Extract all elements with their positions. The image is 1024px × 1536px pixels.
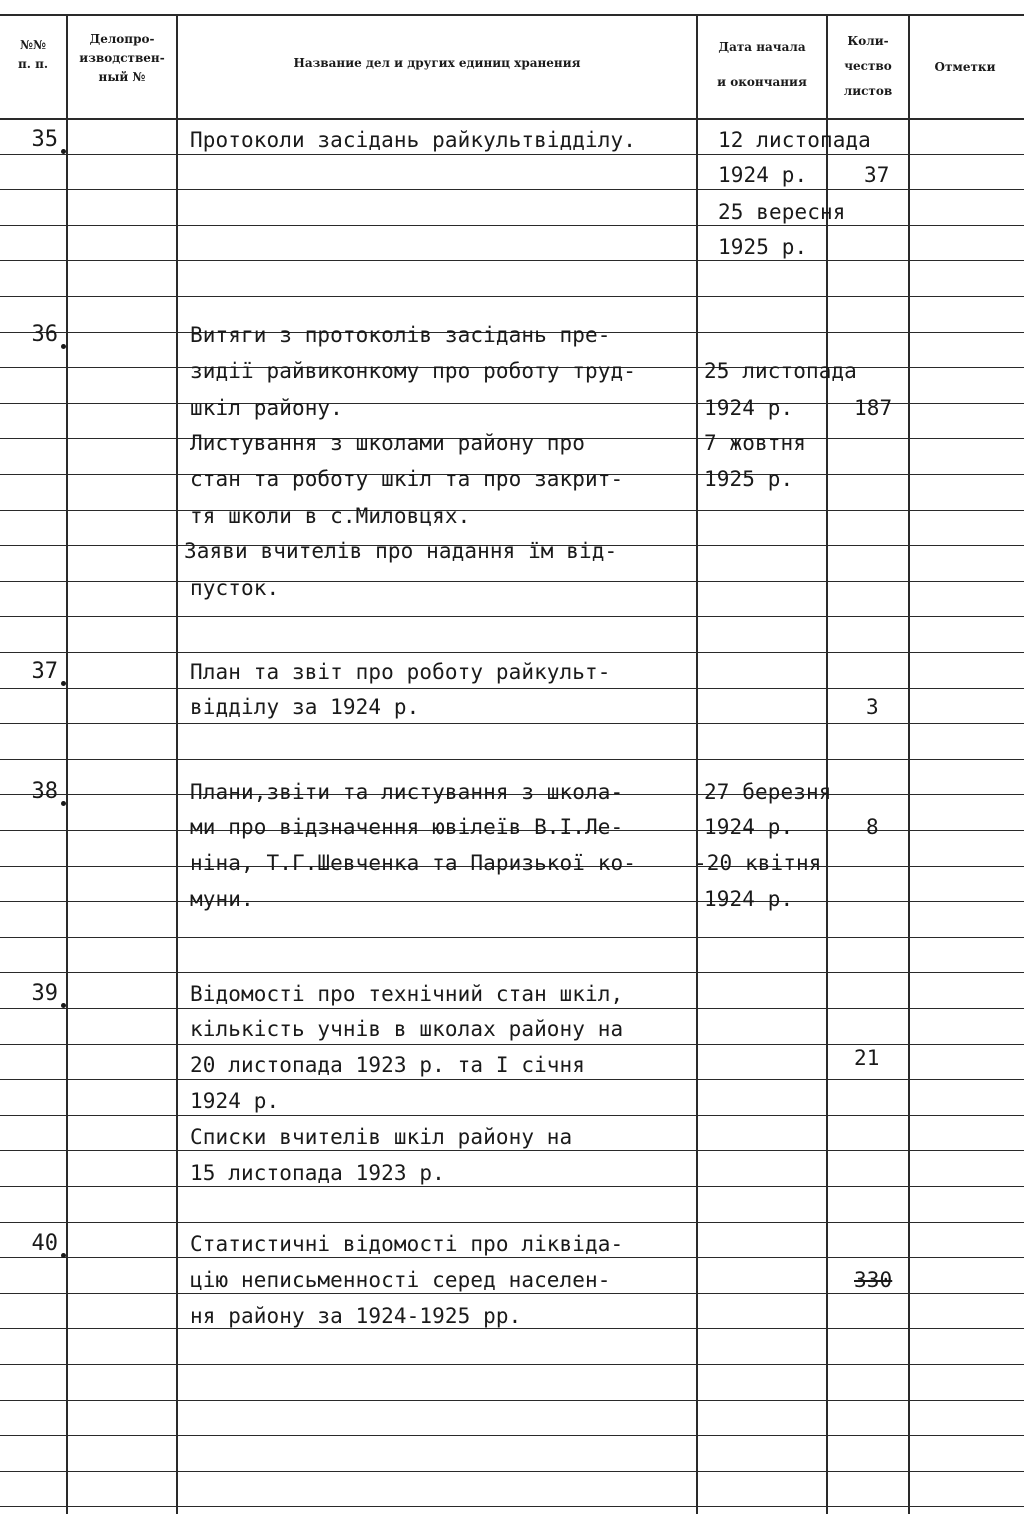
row-rule [0,901,1024,902]
header-col-sheets-line: Коли- [847,34,889,48]
entry-date-line: 27 березня [704,780,832,804]
entry-title-line: 20 листопада 1923 р. та І січня [190,1053,586,1077]
row-rule [0,1471,1024,1472]
header-col-dates-line: Дата начала [718,40,806,54]
bullet-dot [61,344,66,349]
entry-title-line: Заяви вчителів про надання їм від- [184,539,618,563]
entry-date-line: 1924 р. [704,396,794,420]
entry-number: 37 [31,659,58,684]
entry-title-line: відділу за 1924 р. [190,695,420,719]
header-col-number-line: п. п. [17,57,49,71]
header-col-office-number-line: ный № [98,70,146,84]
entry-number: 38 [31,779,58,804]
entry-title-line: План та звіт про роботу райкульт- [190,660,611,684]
entry-title-line: Списки вчителів шкіл району на [190,1125,573,1149]
bullet-dot [61,149,66,154]
row-rule [0,1435,1024,1436]
row-rule [0,225,1024,226]
bullet-dot [61,1003,66,1008]
header-col-office-number [68,30,176,87]
header-col-sheets-line: чество [844,59,892,73]
row-rule [0,510,1024,511]
column-rule [696,14,698,1514]
header-col-sheets [828,32,908,101]
entry-sheet-count: 330 [854,1268,893,1292]
entry-date-line: 25 листопада [704,359,857,383]
row-rule [0,1186,1024,1187]
bullet-dot [61,681,66,686]
entry-title-line: ми про відзначення ювілеїв В.І.Ле- [190,815,624,839]
column-rule [826,14,828,1514]
row-rule [0,616,1024,617]
entry-date-line: 1925 р. [704,467,794,491]
entry-number: 36 [31,322,58,347]
row-rule [0,972,1024,973]
header-col-number [0,36,66,74]
row-rule [0,1364,1024,1365]
row-rule [0,1222,1024,1223]
header-col-title [178,54,696,73]
entry-date-line: 7 жовтня [704,431,806,455]
header-col-office-number-line: изводствен- [79,51,165,65]
entry-title-line: ніна, Т.Г.Шевченка та Паризької ко- [190,851,637,875]
entry-date-line: 1924 р. [704,815,794,839]
entry-title-line: тя школи в с.Миловцях. [190,504,471,528]
entry-number: 39 [31,981,58,1006]
entry-title-line: муни. [190,887,254,911]
header-col-notes [910,58,1020,77]
entry-title-line: ня району за 1924-1925 рр. [190,1304,522,1328]
column-rule [66,14,68,1514]
column-rule [908,14,910,1514]
entry-title-line: кількість учнів в школах району на [190,1017,624,1041]
header-col-title-text: Название дел и других единиц хранения [293,56,581,70]
bullet-dot [61,801,66,806]
entry-sheet-count: 37 [864,163,890,187]
entry-title-line: 1924 р. [190,1089,280,1113]
entry-title-line: Протоколи засідань райкультвідділу. [190,128,637,152]
row-rule [0,296,1024,297]
entry-date-line: 1924 р. [718,163,808,187]
entry-title-line: Плани,звіти та листування з школа- [190,780,624,804]
header-col-dates-line: и окончания [717,75,807,89]
entry-title-line: стан та роботу шкіл та про закрит- [190,467,624,491]
header-col-sheets-line: листов [843,84,893,98]
header-col-number-line: №№ [19,38,47,52]
entry-number: 35 [31,127,58,152]
row-rule [0,759,1024,760]
entry-title-line: зидії райвиконкому про роботу труд- [190,359,637,383]
row-rule [0,581,1024,582]
entry-title-line: шкіл району. [190,396,343,420]
header-col-office-number-line: Делопро- [89,32,155,46]
entry-sheet-count: 8 [866,815,879,839]
entry-number: 40 [31,1231,58,1256]
entry-sheet-count: 187 [854,396,893,420]
row-rule [0,1400,1024,1401]
bullet-dot [61,1253,66,1258]
entry-title-line: цію неписьменності серед населен- [190,1268,611,1292]
entry-title-line: пусток. [190,576,280,600]
entry-sheet-count: 21 [854,1046,880,1070]
entry-title-line: Витяги з протоколів засідань пре- [190,323,611,347]
row-rule [0,1506,1024,1507]
row-rule [0,652,1024,653]
entry-date-line: 25 вересня [718,200,846,224]
entry-title-line: 15 листопада 1923 р. [190,1161,445,1185]
entry-date-line: 12 листопада [718,128,871,152]
row-rule [0,260,1024,261]
header-col-dates [698,38,826,92]
entry-date-line: 1925 р. [718,235,808,259]
entry-title-line: Статистичні відомості про ліквіда- [190,1232,624,1256]
row-rule [0,1115,1024,1116]
entry-sheet-count: 3 [866,695,879,719]
table-top-rule [0,14,1024,16]
entry-date-line: 1924 р. [704,887,794,911]
header-col-notes-text: Отметки [934,60,996,74]
entry-title-line: Листування з школами району про [190,431,586,455]
row-rule [0,937,1024,938]
column-rule [176,14,178,1514]
entry-date-line: -20 квітня [694,851,822,875]
entry-title-line: Відомості про технічний стан шкіл, [190,982,624,1006]
header-bottom-rule [0,118,1024,120]
